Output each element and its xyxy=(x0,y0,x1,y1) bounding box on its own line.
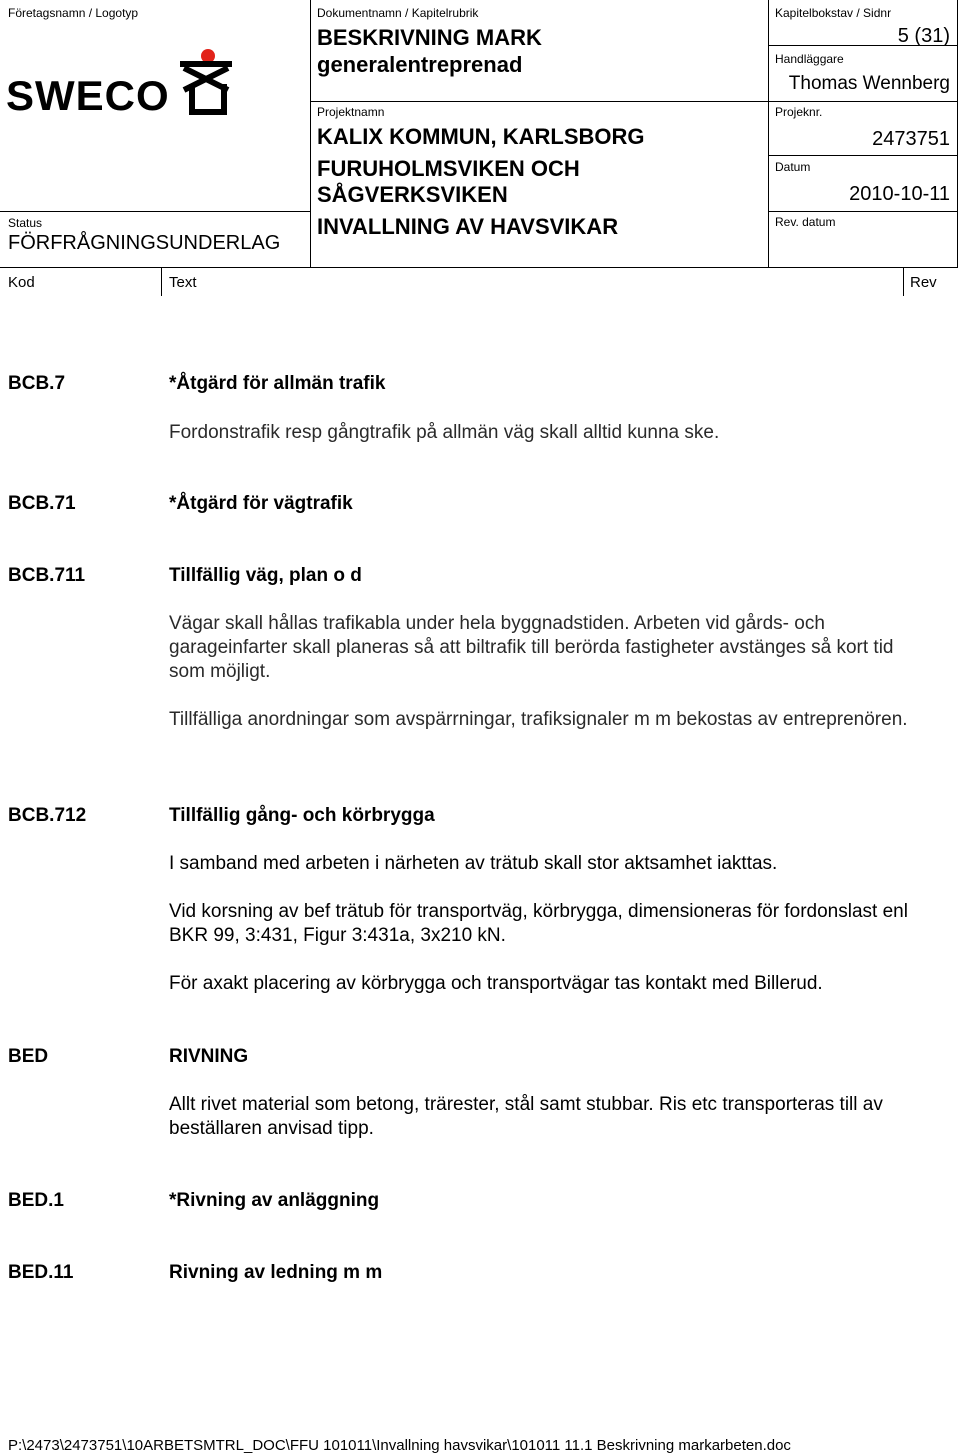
paragraph: Tillfälliga anordningar som avspärrningar, trafiksignaler m m bekostas av entreprenören. xyxy=(169,709,908,730)
section-code: BCB.71 xyxy=(8,493,76,514)
section-code: BED.1 xyxy=(8,1190,64,1211)
handler-name: Thomas Wennberg xyxy=(788,73,950,94)
divider xyxy=(768,155,958,156)
divider xyxy=(768,211,958,212)
divider xyxy=(161,268,162,296)
section-title: Tillfällig väg, plan o d xyxy=(169,565,362,586)
rev-date-label: Rev. datum xyxy=(775,215,836,229)
project-label: Projektnamn xyxy=(317,105,385,119)
divider xyxy=(957,0,958,268)
divider xyxy=(0,211,310,212)
col-text: Text xyxy=(169,274,197,291)
project-no-label: Projeknr. xyxy=(775,105,823,119)
svg-text:SWECO: SWECO xyxy=(6,72,170,118)
status-value: FÖRFRÅGNINGSUNDERLAG xyxy=(8,232,281,254)
handler-label: Handläggare xyxy=(775,52,844,66)
divider xyxy=(310,101,958,102)
page-number: 5 (31) xyxy=(897,25,950,47)
section-title: *Åtgärd för vägtrafik xyxy=(169,493,353,514)
divider xyxy=(768,0,769,268)
section-title: Tillfällig gång- och körbrygga xyxy=(169,805,435,826)
section-title: *Åtgärd för allmän trafik xyxy=(169,373,386,394)
paragraph: Allt rivet material som betong, trärester, stål samt stubbar. Ris etc transporteras till av beställaren anvisad tipp. xyxy=(169,1094,883,1139)
doc-label: Dokumentnamn / Kapitelrubrik xyxy=(317,6,479,20)
project-line2: FURUHOLMSVIKEN OCH xyxy=(317,156,580,181)
paragraph: Vid korsning av bef trätub för transportväg, körbrygga, dimensioneras för fordonslast enl BKR 99, 3:431, Figur 3:431a, 3x210 kN. xyxy=(169,901,908,946)
project-line4: INVALLNING AV HAVSVIKAR xyxy=(317,214,619,239)
chapter-label: Kapitelbokstav / Sidnr xyxy=(775,6,892,20)
paragraph: Vägar skall hållas trafikabla under hela byggnadstiden. Arbeten vid gårds- och garageinfarter skall planeras så att biltrafik till berörda fastigheter avstänges så kort tid som möjligt. xyxy=(169,613,894,682)
date-value: 2010-10-11 xyxy=(849,183,950,205)
section-title: *Rivning av anläggning xyxy=(169,1190,380,1211)
sweco-logo xyxy=(6,48,246,118)
section-title: Rivning av ledning m m xyxy=(169,1262,383,1283)
paragraph: Fordonstrafik resp gångtrafik på allmän väg skall alltid kunna ske. xyxy=(169,422,720,443)
col-rev: Rev xyxy=(910,274,937,291)
section-code: BCB.711 xyxy=(8,565,86,586)
doc-title-line2: generalentreprenad xyxy=(317,52,523,77)
project-no: 2473751 xyxy=(872,128,950,150)
company-label: Företagsnamn / Logotyp xyxy=(8,6,139,20)
doc-title-line1: BESKRIVNING MARK xyxy=(317,25,542,50)
section-title: RIVNING xyxy=(169,1046,249,1067)
section-code: BED xyxy=(8,1046,49,1067)
section-code: BCB.7 xyxy=(8,373,66,394)
date-label: Datum xyxy=(775,160,811,174)
paragraph: För axakt placering av körbrygga och transportvägar tas kontakt med Billerud. xyxy=(169,973,823,994)
paragraph: I samband med arbeten i närheten av trätub skall stor aktsamhet iakttas. xyxy=(169,853,778,874)
sweco-logo-icon xyxy=(6,48,246,118)
status-label: Status xyxy=(8,216,43,230)
section-code: BCB.712 xyxy=(8,805,87,826)
divider xyxy=(310,0,311,268)
project-line1: KALIX KOMMUN, KARLSBORG xyxy=(317,124,645,149)
col-kod: Kod xyxy=(8,274,35,291)
project-line3: SÅGVERKSVIKEN xyxy=(317,182,508,207)
divider xyxy=(903,268,904,296)
section-code: BED.11 xyxy=(8,1262,74,1283)
footer-file-path: P:\2473\2473751\10ARBETSMTRL_DOC\FFU 101011\Invallning havsvikar\101011 11.1 Beskrivning markarbeten.doc xyxy=(8,1437,791,1454)
divider xyxy=(0,267,958,268)
